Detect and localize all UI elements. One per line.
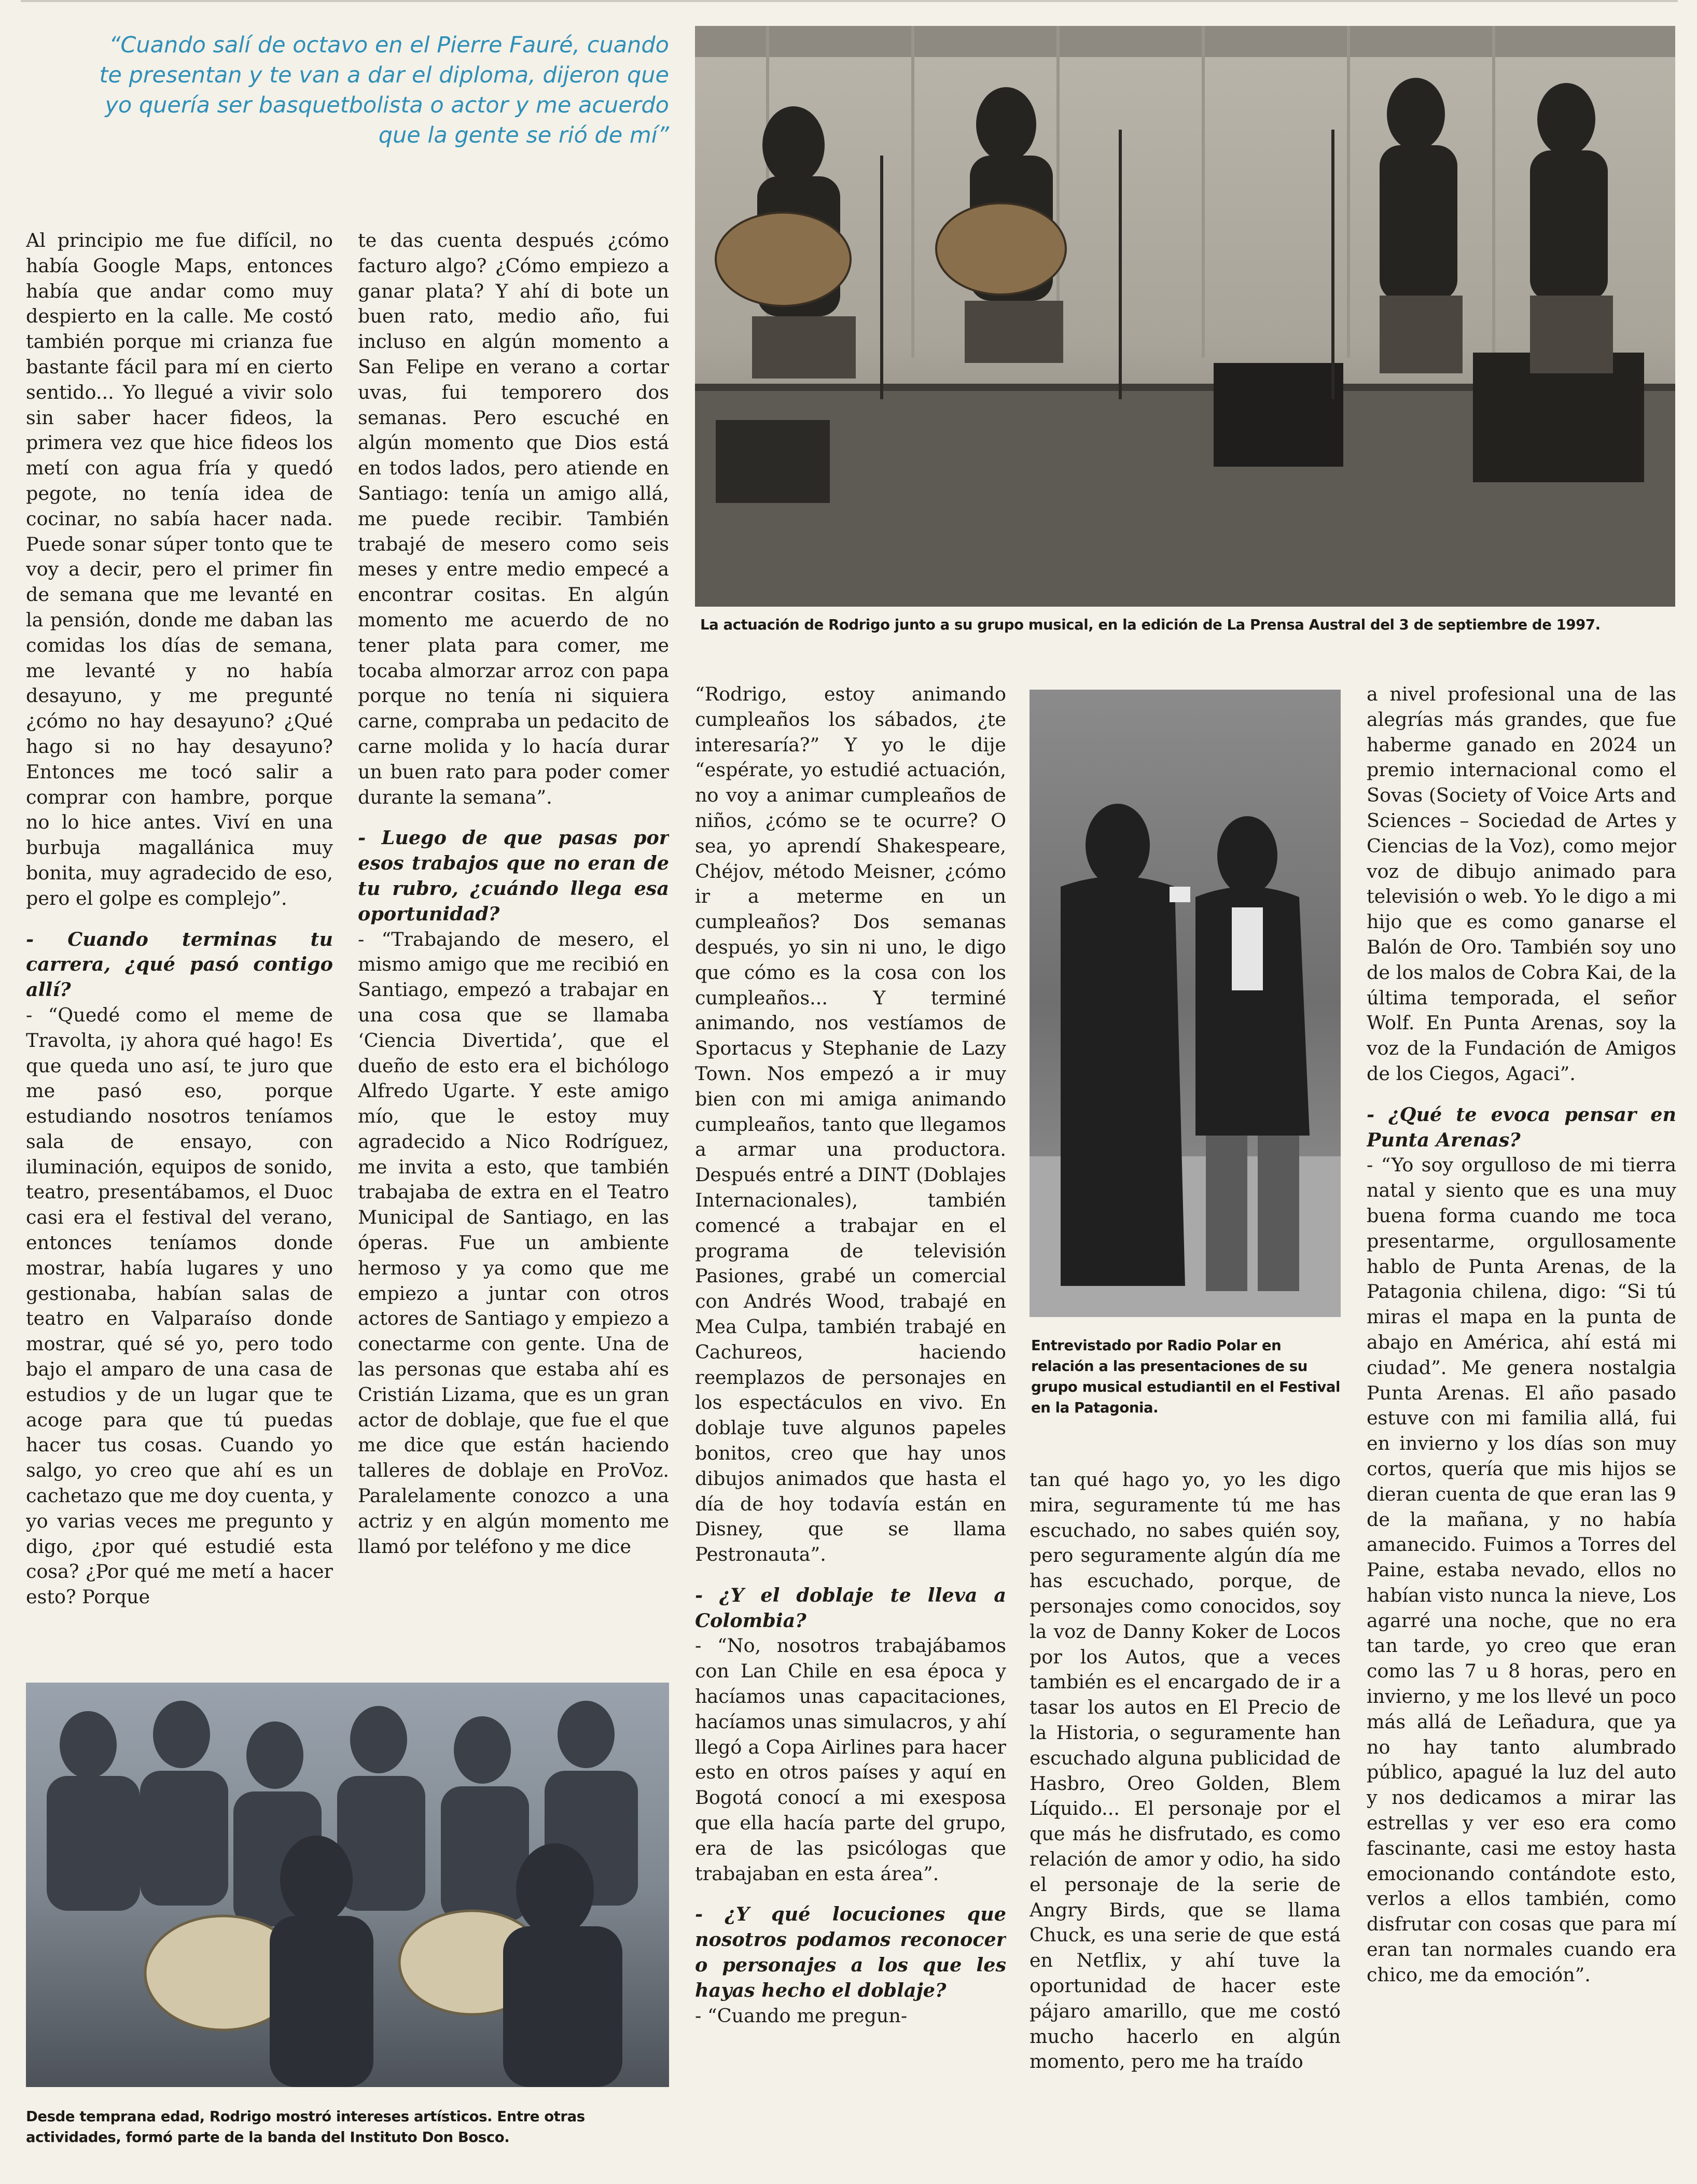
band-photo-image bbox=[26, 1683, 669, 2087]
band-caption: Desde temprana edad, Rodrigo mostró intereses artísticos. Entre otras actividades, formó parte de la banda del Instituto Don Bosco. bbox=[26, 2108, 585, 2146]
col2-question-1: - Luego de que pasas por esos trabajos que no eran de tu rubro, ¿cuándo llega esa oportunidad? bbox=[358, 827, 669, 925]
col3-paragraph-2: - “No, nosotros trabajábamos con Lan Chile en esa época y hacíamos unas capacitaciones, hacíamos unas simulacros, y ahí llegó a Copa Airlines para hacer esto en otros países y aquí en Bogotá conocí a mi exesposa que ella hacía parte del grupo, era de las psicólogas que trabajaban en esta área”. bbox=[695, 1634, 1006, 1885]
col5-paragraph-1: a nivel profesional una de las alegrías más grandes, que fue haberme ganado en 2024 un premio internacional como el Sovas (Society of Voice Arts and Sciences – Sociedad de Artes y Ciencias de la Voz), como mejor voz de dibujo animado para televisión o web. Yo le digo a mi hijo que es como ganarse el Balón de Oro. También soy uno de los malos de Cobra Kai, de la última temporada, el señor Wolf. En Punta Arenas, soy la voz de la Fundación de Amigos de los Ciegos, Agaci”. bbox=[1367, 683, 1676, 1085]
article-column-1 bbox=[26, 228, 333, 1664]
col3-paragraph-1: “Rodrigo, estoy animando cumpleaños los sábados, ¿te interesaría?” Y yo le dije “espérate, yo estudié actuación, no voy a animar cumpleaños de niños, ¿cómo se te ocurre? O sea, yo aprendí Shakespeare, Chéjov, método Meisner, ¿cómo ir a meterme en un cumpleaños? Dos semanas después, yo sin ni uno, le digo que cómo es la cosa con los cumpleaños... Y terminé animando, nos vestíamos de Sportacus y Stephanie de Lazy Town. Nos empezó a ir muy bien con mi amiga animando cumpleaños, tanto que llegamos a armar una productora. Después entré a DINT (Doblajes Internacionales), también comencé a trabajar en el programa de televisión Pasiones, grabé un comercial con Andrés Wood, trabajé en Mea Culpa, también trabajé en Cachureos, haciendo reemplazos de personajes en los espectáculos en vivo. En doblaje tuve algunos papeles bonitos, creo que hay unos dibujos animados que hasta el día de hoy todavía están en Disney, que se llama Pestronauta”. bbox=[695, 683, 1006, 1566]
interview-photo bbox=[1030, 690, 1341, 1317]
col3-question-1: - ¿Y el doblaje te lleva a Colombia? bbox=[695, 1584, 1006, 1632]
concert-photo-image bbox=[695, 26, 1675, 607]
top-rule bbox=[21, 0, 1678, 2]
col1-paragraph-2: - “Quedé como el meme de Travolta, ¡y ahora qué hago! Es que queda uno así, te juro que me pasó eso, porque estudiando nosotros teníamos sala de ensayo, con iluminación, equipos de sonido, teatro, presentábamos, el Duoc casi era el festival del verano, entonces teníamos donde mostrar, había lugares y uno gestionaba, habían salas de teatro en Valparaíso donde mostrar, qué sé yo, pero todo bajo el amparo de una casa de estudios y de un lugar que te acoge para que tú puedas hacer tus cosas. Cuando yo salgo, yo creo que ahí es un cachetazo que me doy cuenta, y yo varias veces me pregunto y digo, ¿por qué estudié esta cosa? ¿Por qué me metí a hacer esto? Porque bbox=[26, 1003, 333, 1608]
interview-caption: Entrevistado por Radio Polar en relación a las presentaciones de su grupo musical estudiantil en el Festival en la Patagonia. bbox=[1031, 1337, 1341, 1416]
col2-paragraph-1: te das cuenta después ¿cómo facturo algo? ¿Cómo empiezo a ganar plata? Y ahí di bote un buen rato, medio año, fui incluso en algún momento a San Felipe en verano a cortar uvas, fui temporero dos semanas. Pero escuché en algún momento que Dios está en todos lados, pero atiende en Santiago: tenía un amigo allá, me puede recibir. También trabajé de mesero como seis meses y entre medio empecé a encontrar cositas. En algún momento me acuerdo de no tener plata para comer, me tocaba almorzar arroz con papa porque no tenía ni siquiera carne, compraba un pedacito de carne molida y lo hacía durar un buen rato para poder comer durante la semana”. bbox=[358, 229, 669, 808]
col1-question-1: - Cuando terminas tu carrera, ¿qué pasó contigo allí? bbox=[26, 928, 333, 1001]
interview-photo-image bbox=[1030, 690, 1341, 1317]
article-column-5 bbox=[1367, 682, 1676, 2170]
col5-paragraph-2: - “Yo soy orgulloso de mi tierra natal y siento que es una muy buena forma cuando me toca presentarme, orgullosamente hablo de Punta Arenas, de la Patagonia chilena, digo: “Si tú miras el mapa en la punta de abajo en América, ahí está mi ciudad”. Me genera nostalgia Punta Arenas. El año pasado estuve con mi familia allá, fui en invierno y los días son muy cortos, quería que mis hijos se dieran cuenta de que eran las 9 de la mañana, y no había amanecido. Fuimos a Torres del Paine, estaba nevado, ellos no habían visto nunca la nieve, Los agarré una noche, que no era tan tarde, yo creo que eran como las 7 u 8 horas, pero en invierno, y me los llevé un poco más allá de Leñadura, que ya no hay tanto alumbrado público, apagué la luz del auto y nos dedicamos a mirar las estrellas y ver eso era como fascinante, casi me estoy hasta emocionando contándote esto, verlos a ellos también, como disfrutar con cosas que para mí eran tan normales cuando era chico, me da emoción”. bbox=[1367, 1154, 1676, 1986]
col3-question-2: - ¿Y qué locuciones que nosotros podamos reconocer o personajes a los que les hayas hecho el doblaje? bbox=[695, 1903, 1006, 2001]
concert-caption: La actuación de Rodrigo junto a su grupo musical, en la edición de La Prensa Austral del 3 de septiembre de 1997. bbox=[700, 617, 1601, 633]
article-column-4 bbox=[1030, 1467, 1341, 2167]
col3-paragraph-3: - “Cuando me pregun- bbox=[695, 2004, 908, 2027]
col2-paragraph-2: - “Trabajando de mesero, el mismo amigo que me recibió en Santiago, empezó a trabajar en una cosa que se llamaba ‘Ciencia Divertida’, que el dueño de esto era el bichólogo Alfredo Ugarte. Y este amigo mío, que le estoy muy agradecido a Nico Rodríguez, me invita a esto, que también trabajaba de extra en el Teatro Municipal de Santiago, en las óperas. Fue un ambiente hermoso y ya como que me empiezo a juntar con otros actores de Santiago y empiezo a conectarme con gente. Una de las personas que estaba ahí es Cristián Lizama, que es un gran actor de doblaje, que fue el que me dice que están haciendo talleres de doblaje en ProVoz. Paralelamente conozco a una actriz y en algún momento me llamó por teléfono y me dice bbox=[358, 928, 669, 1558]
article-column-3 bbox=[695, 682, 1006, 2170]
pull-quote: “Cuando salí de octavo en el Pierre Fauré, cuando te presentan y te van a dar el diploma, dijeron que yo quería ser basquetbolista o actor y me acuerdo que la gente se rió de mí” bbox=[99, 32, 669, 148]
article-column-2 bbox=[358, 228, 669, 1664]
col4-paragraph-1: tan qué hago yo, yo les digo mira, seguramente tú me has escuchado, no sabes quién soy, pero seguramente algún día me has escuchado, porque, de personajes como conocidos, soy la voz de Danny Koker de Locos por los Autos, que a veces también es el encargado de ir a tasar los autos en El Precio de la Historia, o seguramente han escuchado alguna publicidad de Hasbro, Oreo Golden, Blem Líquido... El personaje por el que más he disfrutado, es como relación de amor y odio, ha sido el personaje de la serie de Angry Birds, que se llama Chuck, es una serie de que está en Netflix, y ahí tuve la oportunidad de hacer este pájaro amarillo, que me costó mucho hacerlo en algún momento, pero me ha traído bbox=[1030, 1468, 1341, 2073]
concert-photo bbox=[695, 26, 1675, 607]
band-photo bbox=[26, 1683, 669, 2087]
col1-paragraph-1: Al principio me fue difícil, no había Google Maps, entonces había que andar como muy despierto en la calle. Me costó también porque mi crianza fue bastante fácil para mí en cierto sentido... Yo llegué a vivir solo sin saber hacer fideos, la primera vez que hice fideos los metí con agua fría y quedó pegote, no tenía idea de cocinar, no sabía hacer nada. Puede sonar súper tonto que te voy a decir, pero el primer fin de semana que me levanté en la pensión, donde me daban las comidas los días de semana, me levanté y no había desayuno, y me pregunté ¿cómo no hay desayuno? ¿Qué hago si no hay desayuno? Entonces me tocó salir a comprar con hambre, porque no lo hice antes. Viví en una burbuja magallánica muy bonita, muy agradecido de eso, pero el golpe es complejo”. bbox=[26, 229, 333, 909]
col5-question-1: - ¿Qué te evoca pensar en Punta Arenas? bbox=[1367, 1103, 1676, 1151]
